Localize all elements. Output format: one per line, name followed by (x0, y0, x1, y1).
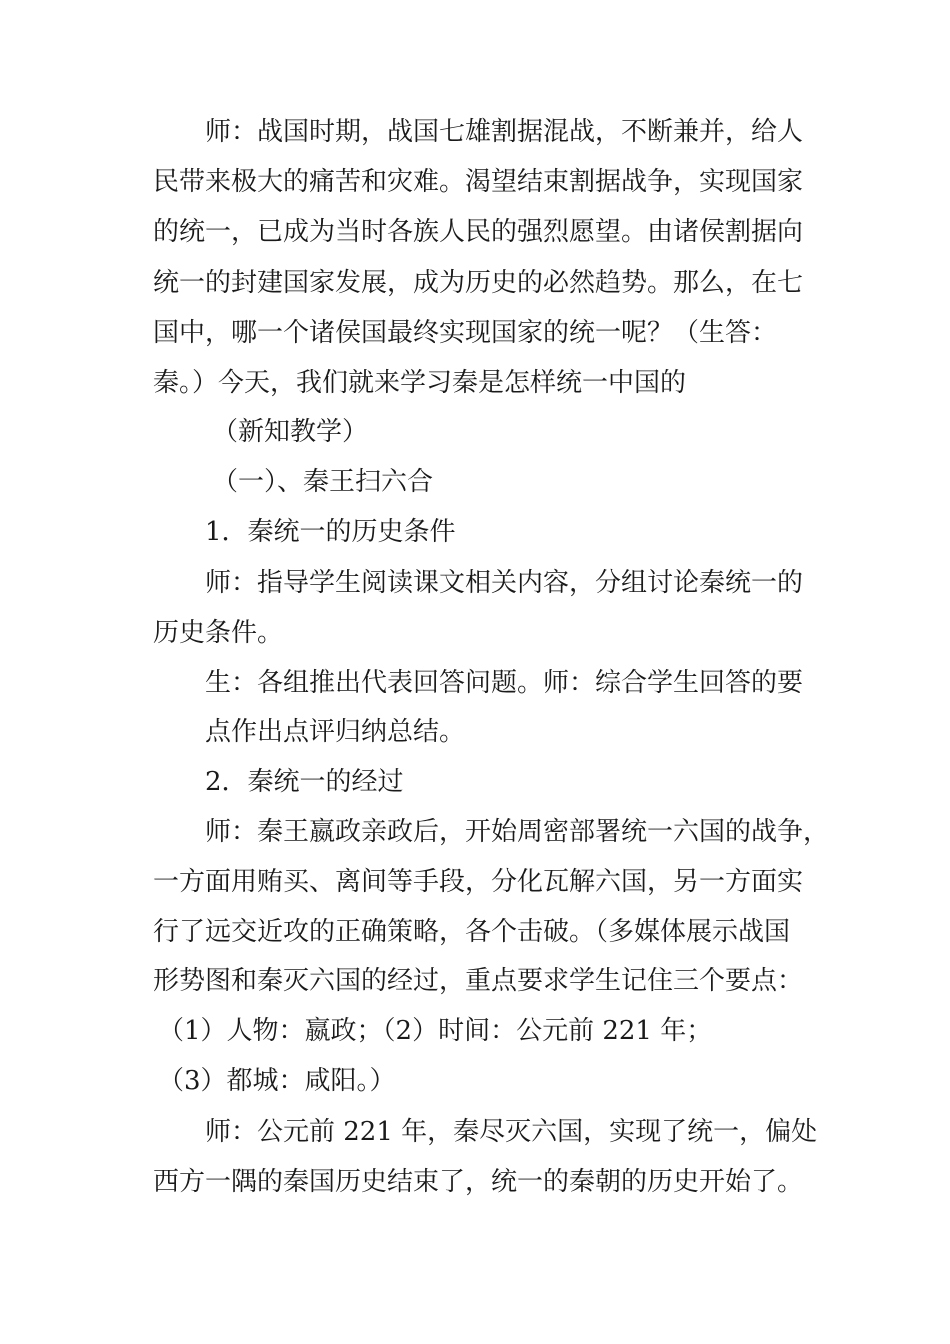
text-line: 的统一，已成为当时各族人民的强烈愿望。由诸侯割据向 (153, 217, 804, 247)
text-line: 师：指导学生阅读课文相关内容，分组讨论秦统一的 (205, 568, 804, 598)
text-line: 秦。）今天，我们就来学习秦是怎样统一中国的 (153, 368, 687, 398)
text-line: 生：各组推出代表回答问题。师：综合学生回答的要 (205, 668, 804, 698)
text-line: 师：公元前 221 年，秦尽灭六国，实现了统一，偏处 (205, 1117, 818, 1147)
text-line: 统一的封建国家发展，成为历史的必然趋势。那么，在七 (153, 268, 804, 298)
section-heading: （一）、秦王扫六合 (212, 467, 434, 497)
text-line: 师：秦王嬴政亲政后，开始周密部署统一六国的战争， (205, 817, 830, 847)
text-line: 师：战国时期，战国七雄割据混战，不断兼并，给人 (205, 117, 804, 147)
section-heading: （新知教学） (212, 417, 369, 447)
text-line: 西方一隅的秦国历史结束了，统一的秦朝的历史开始了。 (153, 1167, 804, 1197)
text-line: 行了远交近攻的正确策略，各个击破。（多媒体展示战国 (153, 917, 791, 947)
subsection-heading: 2．秦统一的经过 (205, 767, 404, 797)
text-line: 民带来极大的痛苦和灾难。渴望结束割据战争，实现国家 (153, 167, 804, 197)
subsection-heading: 1．秦统一的历史条件 (205, 517, 456, 547)
text-line: 形势图和秦灭六国的经过，重点要求学生记住三个要点： (153, 966, 804, 996)
text-line: （3）都城：咸阳。） (158, 1066, 396, 1096)
text-line: 历史条件。 (153, 618, 284, 648)
text-line: （1）人物：嬴政；（2）时间：公元前 221 年； (158, 1016, 713, 1046)
text-line: 点作出点评归纳总结。 (205, 717, 466, 747)
text-line: 国中，哪一个诸侯国最终实现国家的统一呢？（生答： (153, 318, 778, 348)
text-line: 一方面用贿买、离间等手段，分化瓦解六国，另一方面实 (153, 867, 804, 897)
